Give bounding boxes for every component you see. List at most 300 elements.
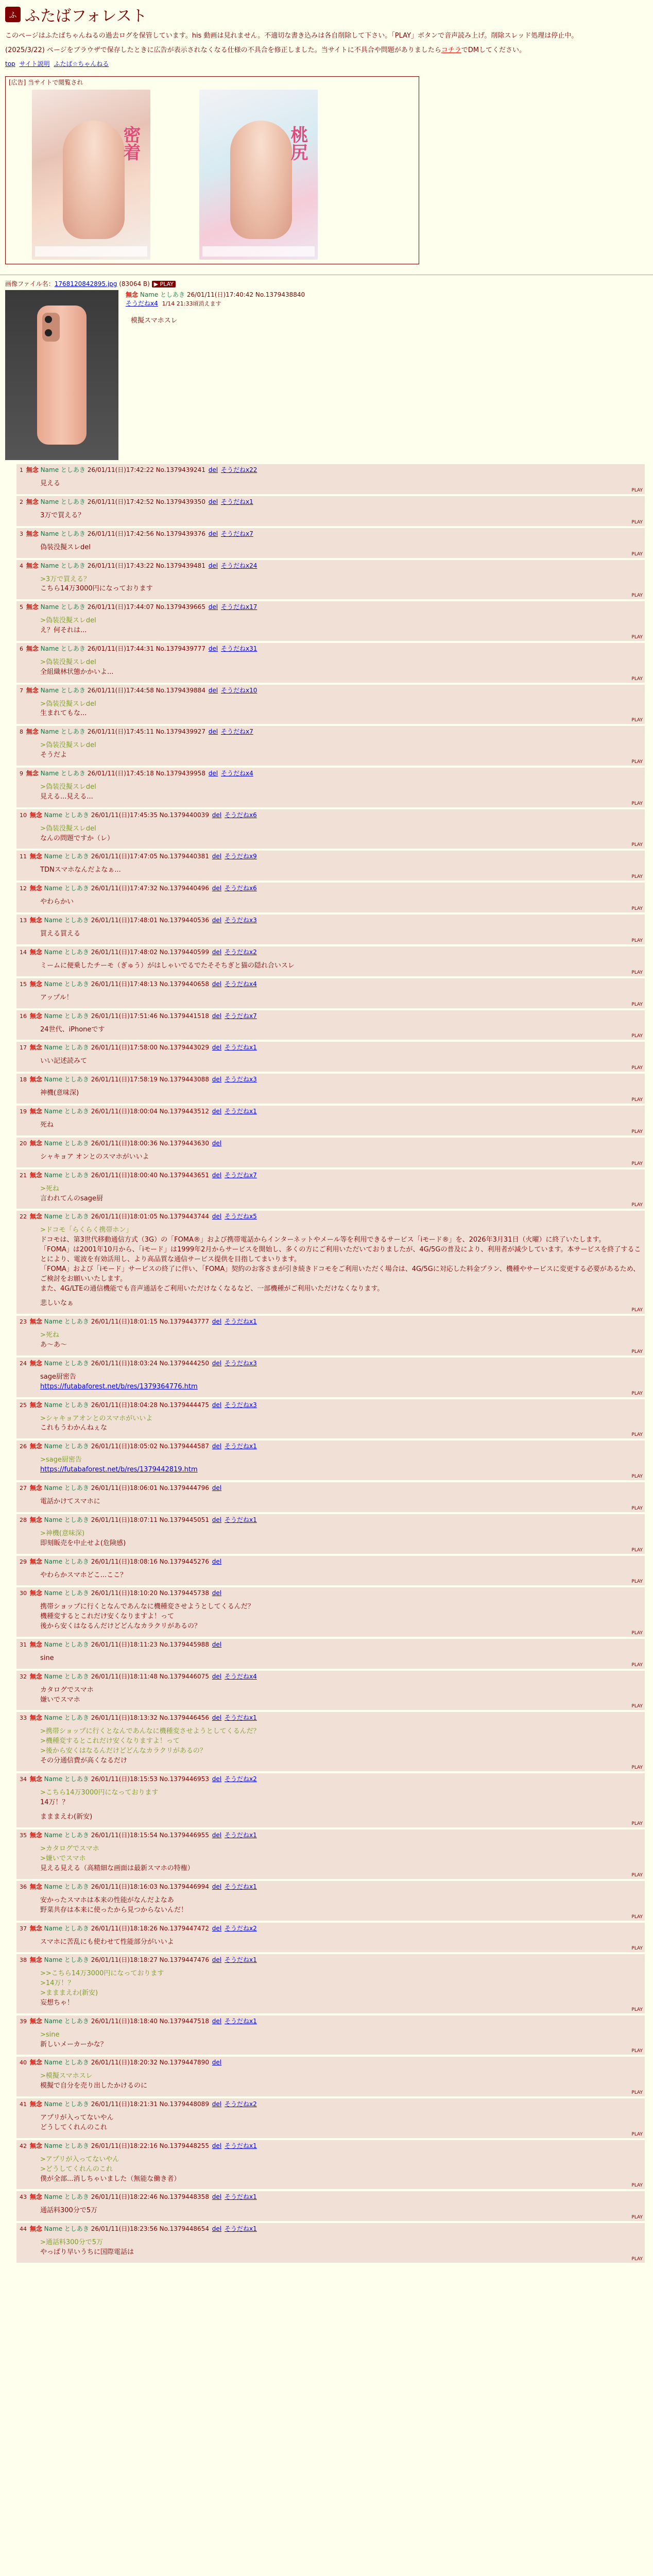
reply-box <box>16 1042 645 1072</box>
reply-sodane-button[interactable]: そうだねx3 <box>224 1076 257 1083</box>
reply-gutter <box>9 2098 16 2138</box>
reply-del-link[interactable]: del <box>212 853 222 860</box>
reply-play-button[interactable]: PLAY <box>631 938 643 943</box>
reply-text-line: なんの問題ですか（レ） <box>40 834 114 842</box>
reply-sodane-button[interactable]: そうだねx1 <box>224 2193 257 2201</box>
reply-del-link[interactable]: del <box>212 1924 222 1932</box>
reply-name: Name としあき <box>44 1516 89 1523</box>
reply-del-link[interactable]: del <box>208 562 218 569</box>
reply-datetime: 26/01/11(日)18:18:27 No.1379447476 <box>91 1956 209 1964</box>
reply-gutter <box>9 1923 16 1953</box>
reply-text-line: やわらかい <box>40 898 74 906</box>
reply-meta <box>20 884 642 892</box>
reply-box <box>16 1954 645 2013</box>
reply-body <box>40 2238 642 2258</box>
reply-subject: 無念 <box>29 2193 42 2201</box>
nav-about-link[interactable]: サイト説明 <box>19 60 50 67</box>
reply-post <box>9 978 653 1008</box>
reply-del-link[interactable]: del <box>212 1012 222 1020</box>
nav-links <box>5 59 648 68</box>
reply-del-link[interactable]: del <box>208 645 218 652</box>
reply-datetime: 26/01/11(日)17:48:02 No.1379440599 <box>91 948 209 956</box>
reply-play-button[interactable]: PLAY <box>631 1161 643 1166</box>
reply-body <box>40 1571 642 1581</box>
reply-play-button[interactable]: PLAY <box>631 1432 643 1438</box>
reply-name: Name としあき <box>44 917 89 924</box>
reply-subject: 無念 <box>29 1318 42 1326</box>
reply-del-link[interactable]: del <box>212 2142 222 2149</box>
reply-sodane-button[interactable]: そうだねx1 <box>224 1714 257 1722</box>
reply-blank-line <box>40 1294 642 1299</box>
reply-index: 37 <box>20 1925 27 1932</box>
reply-post <box>9 560 653 600</box>
reply-sodane-button[interactable]: そうだねx3 <box>224 1401 257 1409</box>
reply-del-link[interactable]: del <box>208 603 218 611</box>
reply-play-button[interactable]: PLAY <box>631 519 643 525</box>
reply-del-link[interactable]: del <box>208 530 218 537</box>
reply-meta <box>20 602 642 611</box>
reply-play-button[interactable]: PLAY <box>631 2007 643 2012</box>
reply-post <box>9 768 653 807</box>
reply-text-line: 電話かけてスマホに <box>40 1497 100 1505</box>
reply-quote-line: >ドコモ「らくらく携帯ホン」 <box>40 1226 133 1234</box>
reply-body <box>40 1226 642 1309</box>
reply-sodane-button[interactable]: そうだねx1 <box>224 2142 257 2149</box>
reply-box <box>16 2098 645 2138</box>
reply-play-button[interactable]: PLAY <box>631 1065 643 1071</box>
reply-del-link[interactable]: del <box>212 1516 222 1523</box>
reply-index: 4 <box>20 562 23 569</box>
reply-del-link[interactable]: del <box>212 917 222 924</box>
reply-box <box>16 464 645 494</box>
reply-text-line: 安かったスマホは本来の性能がなんだよなあ <box>40 1896 174 1904</box>
reply-sodane-button[interactable]: そうだねx1 <box>224 1318 257 1326</box>
op-text <box>126 290 305 460</box>
ad-cover-image-1[interactable] <box>32 90 150 260</box>
reply-gutter <box>9 1773 16 1828</box>
reply-text-line: 神機(意味深) <box>40 1089 79 1097</box>
reply-quote-line: >カタログでスマホ <box>40 1845 99 1853</box>
reply-datetime: 26/01/11(日)18:23:56 No.1379448654 <box>91 2225 209 2233</box>
reply-name: Name としあき <box>40 466 85 473</box>
reply-quote-line: >どうしてくれんのこれ <box>40 2165 113 2173</box>
ad-cover-image-2[interactable] <box>199 90 318 260</box>
reply-gutter <box>9 809 16 849</box>
reply-subject: 無念 <box>26 530 39 537</box>
reply-datetime: 26/01/11(日)17:42:52 No.1379439350 <box>87 498 205 505</box>
reply-play-button[interactable]: PLAY <box>631 2183 643 2189</box>
reply-del-link[interactable]: del <box>212 1318 222 1326</box>
reply-box <box>16 1881 645 1921</box>
reply-datetime: 26/01/11(日)18:22:16 No.1379448255 <box>91 2142 209 2149</box>
reply-sodane-button[interactable]: そうだねx31 <box>220 645 257 652</box>
reply-box <box>16 1712 645 1771</box>
reply-play-button[interactable]: PLAY <box>631 1630 643 1636</box>
reply-index: 32 <box>20 1673 27 1680</box>
reply-quote-line: >携帯ショップに行くとなんであんなに機種変させようとしてくるんだ？ <box>40 1727 260 1736</box>
reply-gutter <box>9 1399 16 1439</box>
reply-gutter <box>9 643 16 683</box>
reply-datetime: 26/01/11(日)18:06:01 No.1379444796 <box>91 1484 209 1492</box>
reply-blank-line <box>40 1807 642 1812</box>
reply-del-link[interactable]: del <box>212 1484 222 1492</box>
reply-del-link[interactable]: del <box>212 1213 222 1221</box>
reply-body <box>40 575 642 595</box>
reply-sodane-button[interactable]: そうだねx22 <box>220 466 257 473</box>
reply-post <box>9 1587 653 1637</box>
reply-play-button[interactable]: PLAY <box>631 2131 643 2137</box>
reply-sodane-button[interactable]: そうだねx1 <box>220 498 253 505</box>
op-subject: 無念 <box>126 291 139 298</box>
ad-ranking-title: [広告] 当サイトで閲覧され <box>9 79 83 86</box>
reply-text-line: 見える <box>40 480 61 487</box>
reply-post <box>9 2057 653 2096</box>
reply-del-link[interactable]: del <box>212 1044 222 1052</box>
reply-del-link[interactable]: del <box>212 1775 222 1783</box>
reply-del-link[interactable]: del <box>208 769 218 777</box>
op-sodane-button[interactable]: そうだねx4 <box>126 300 158 307</box>
reply-sodane-button[interactable]: そうだねx7 <box>220 530 253 537</box>
reply-del-link[interactable]: del <box>212 1139 222 1147</box>
reply-name: Name としあき <box>44 1012 89 1020</box>
reply-subject: 無念 <box>26 686 39 694</box>
reply-play-button[interactable]: PLAY <box>631 2215 643 2221</box>
reply-body <box>40 1686 642 1705</box>
reply-play-button[interactable]: PLAY <box>631 1946 643 1952</box>
reply-play-button[interactable]: PLAY <box>631 1097 643 1103</box>
reply-datetime: 26/01/11(日)18:00:04 No.1379443512 <box>91 1108 209 1115</box>
reply-del-link[interactable]: del <box>212 2017 222 2025</box>
reply-body <box>40 2155 642 2184</box>
reply-datetime: 26/01/11(日)18:20:32 No.1379447890 <box>91 2059 209 2066</box>
reply-text-line: 通話料300分で5万 <box>40 2207 98 2215</box>
reply-del-link[interactable]: del <box>212 948 222 956</box>
reply-body <box>40 1184 642 1204</box>
reply-play-button[interactable]: PLAY <box>631 1662 643 1668</box>
reply-post <box>9 1712 653 1771</box>
reply-box <box>16 1923 645 1953</box>
reply-play-button[interactable]: PLAY <box>631 487 643 493</box>
reply-del-link[interactable]: del <box>212 1108 222 1115</box>
reply-box <box>16 1316 645 1355</box>
reply-play-button[interactable]: PLAY <box>631 551 643 557</box>
reply-play-button[interactable]: PLAY <box>631 718 643 723</box>
reply-subject: 無念 <box>29 1044 42 1052</box>
reply-sodane-button[interactable]: そうだねx2 <box>224 1924 257 1932</box>
reply-index: 26 <box>20 1443 27 1450</box>
reply-sodane-button[interactable]: そうだねx1 <box>224 2017 257 2025</box>
reply-box <box>16 2057 645 2096</box>
reply-subject: 無念 <box>29 1775 42 1783</box>
reply-text-line: 機種変するとこれだけ安くなりますよ！って <box>40 1613 175 1621</box>
reply-meta <box>20 1212 642 1221</box>
reply-sodane-button[interactable]: そうだねx1 <box>224 1443 257 1450</box>
reply-subject: 無念 <box>26 603 39 611</box>
reply-box <box>16 528 645 558</box>
reply-url-link[interactable]: https://futabaforest.net/b/res/1379442819.htm <box>40 1466 198 1474</box>
reply-del-link[interactable]: del <box>212 1589 222 1597</box>
reply-quote-line: >死ね <box>40 1184 59 1193</box>
reply-post <box>9 1639 653 1669</box>
contact-link[interactable]: コチラ <box>441 46 461 54</box>
op-datetime: 26/01/11(日)17:40:42 No.1379438840 <box>186 291 305 298</box>
reply-sodane-button[interactable]: そうだねx2 <box>224 948 257 956</box>
reply-gutter <box>9 1556 16 1586</box>
reply-play-button[interactable]: PLAY <box>631 2090 643 2096</box>
reply-play-button[interactable]: PLAY <box>631 906 643 912</box>
reply-play-button[interactable]: PLAY <box>631 1914 643 1920</box>
nav-futaba-link[interactable]: ふたば☆ちゃんねる <box>54 60 109 67</box>
reply-datetime: 26/01/11(日)18:11:48 No.1379446075 <box>91 1672 209 1680</box>
reply-name: Name としあき <box>44 1139 89 1147</box>
reply-post <box>9 883 653 912</box>
reply-post <box>9 1881 653 1921</box>
reply-body <box>40 1372 642 1392</box>
reply-text-line: ミームに便乗したチーモ（ぎゅう）がはしゃいでるでたそそちぎと猫の隠れ合いスレ <box>40 961 295 970</box>
reply-subject: 無念 <box>26 466 39 473</box>
reply-name: Name としあき <box>44 1318 89 1326</box>
reply-body <box>40 866 642 875</box>
reply-datetime: 26/01/11(日)18:18:26 No.1379447472 <box>91 1924 209 1932</box>
reply-name: Name としあき <box>40 603 85 611</box>
reply-sodane-button[interactable]: そうだねx1 <box>224 1883 257 1890</box>
reply-subject: 無念 <box>29 2017 42 2025</box>
reply-meta <box>20 1515 642 1524</box>
reply-gutter <box>9 2140 16 2190</box>
reply-play-button[interactable]: PLAY <box>631 1704 643 1709</box>
reply-del-link[interactable]: del <box>212 980 222 988</box>
reply-sodane-button[interactable]: そうだねx5 <box>224 1213 257 1221</box>
reply-play-button[interactable]: PLAY <box>631 1002 643 1007</box>
reply-sodane-button[interactable]: そうだねx3 <box>224 917 257 924</box>
reply-sodane-button[interactable]: そうだねx1 <box>224 1956 257 1964</box>
reply-sodane-button[interactable]: そうだねx7 <box>220 728 253 736</box>
reply-sodane-button[interactable]: そうだねx3 <box>224 1359 257 1367</box>
reply-del-link[interactable]: del <box>212 1076 222 1083</box>
reply-del-link[interactable]: del <box>212 885 222 892</box>
reply-name: Name としあき <box>44 1076 89 1083</box>
reply-subject: 無念 <box>29 1672 42 1680</box>
reply-post <box>9 1482 653 1512</box>
reply-subject: 無念 <box>29 1076 42 1083</box>
reply-sodane-button[interactable]: そうだねx1 <box>224 1044 257 1052</box>
reply-gutter <box>9 1881 16 1921</box>
reply-del-link[interactable]: del <box>212 2059 222 2066</box>
reply-play-button[interactable]: PLAY <box>631 1202 643 1208</box>
reply-body <box>40 1414 642 1434</box>
reply-subject: 無念 <box>29 1924 42 1932</box>
reply-subject: 無念 <box>29 1401 42 1409</box>
reply-sodane-button[interactable]: そうだねx1 <box>224 1832 257 1839</box>
reply-play-button[interactable]: PLAY <box>631 759 643 765</box>
reply-text-line: これもうわかんねぇな <box>40 1424 108 1432</box>
reply-play-button[interactable]: PLAY <box>631 1765 643 1770</box>
op-body <box>5 290 648 460</box>
reply-datetime: 26/01/11(日)18:11:23 No.1379445988 <box>91 1640 209 1648</box>
reply-sodane-button[interactable]: そうだねx2 <box>224 1775 257 1783</box>
reply-play-button[interactable]: PLAY <box>631 634 643 640</box>
reply-datetime: 26/01/11(日)17:43:22 No.1379439481 <box>87 562 205 569</box>
reply-play-button[interactable]: PLAY <box>631 801 643 806</box>
reply-sodane-button[interactable]: そうだねx1 <box>224 1516 257 1523</box>
reply-text-line: 即刻販売を中止せよ(危険感) <box>40 1539 126 1547</box>
reply-del-link[interactable]: del <box>212 811 222 819</box>
reply-sodane-button[interactable]: そうだねx4 <box>224 1672 257 1680</box>
reply-name: Name としあき <box>44 1557 89 1565</box>
op-file-label: 画像ファイル名： <box>5 280 55 287</box>
reply-play-button[interactable]: PLAY <box>631 970 643 975</box>
reply-sodane-button[interactable]: そうだねx1 <box>224 1108 257 1115</box>
reply-sodane-button[interactable]: そうだねx4 <box>220 769 253 777</box>
reply-play-button[interactable]: PLAY <box>631 1308 643 1313</box>
reply-url-link[interactable]: https://futabaforest.net/b/res/1379364776.htm <box>40 1382 198 1391</box>
op-file-link[interactable]: 1768120842895.jpg <box>54 280 117 287</box>
reply-play-button[interactable]: PLAY <box>631 2048 643 2054</box>
reply-meta <box>20 1713 642 1722</box>
reply-sodane-button[interactable]: そうだねx2 <box>224 2100 257 2108</box>
reply-post <box>9 851 653 880</box>
reply-box <box>16 883 645 912</box>
reply-del-link[interactable]: del <box>212 1443 222 1450</box>
reply-datetime: 26/01/11(日)17:42:56 No.1379439376 <box>87 530 205 537</box>
reply-sodane-button[interactable]: そうだねx1 <box>224 2225 257 2233</box>
site-logo: ふ <box>5 7 21 22</box>
reply-sodane-button[interactable]: そうだねx7 <box>224 1171 257 1179</box>
reply-sodane-button[interactable]: そうだねx4 <box>224 980 257 988</box>
reply-del-link[interactable]: del <box>212 1640 222 1648</box>
nav-top-link[interactable]: top <box>5 60 15 67</box>
reply-text-line: 「FOMA」および「iモード」サービスの終了に伴い、「FOMA」契約のお客さまが引き続きドコモをご利用いただく場合は、4G/5Gに対応した料金プラン、機種やサービスに変更する必要があるため、ご検討をお願いいたします。 <box>40 1265 640 1283</box>
reply-del-link[interactable]: del <box>212 1672 222 1680</box>
reply-play-button[interactable]: PLAY <box>631 1505 643 1511</box>
reply-play-button[interactable]: PLAY <box>631 842 643 848</box>
reply-sodane-button[interactable]: そうだねx10 <box>220 686 257 694</box>
reply-gutter <box>9 1639 16 1669</box>
reply-del-link[interactable]: del <box>208 466 218 473</box>
reply-play-button[interactable]: PLAY <box>631 1391 643 1396</box>
op-name: Name としあき <box>140 291 185 298</box>
reply-play-button[interactable]: PLAY <box>631 676 643 682</box>
reply-meta <box>20 1924 642 1933</box>
reply-box <box>16 560 645 600</box>
reply-sodane-button[interactable]: そうだねx17 <box>220 603 257 611</box>
reply-post <box>9 1010 653 1040</box>
reply-play-button[interactable]: PLAY <box>631 2256 643 2262</box>
reply-del-link[interactable]: del <box>212 1832 222 1839</box>
reply-box <box>16 496 645 526</box>
reply-subject: 無念 <box>26 562 39 569</box>
reply-gutter <box>9 2015 16 2055</box>
reply-del-link[interactable]: del <box>212 2100 222 2108</box>
reply-del-link[interactable]: del <box>208 728 218 736</box>
reply-post <box>9 1042 653 1072</box>
reply-text-line: 24世代、iPhoneです <box>40 1025 105 1033</box>
reply-post <box>9 1074 653 1104</box>
reply-text-line: スマホに苦乱にも使わせて性能部分がいいよ <box>40 1938 174 1946</box>
reply-play-button[interactable]: PLAY <box>631 1579 643 1585</box>
reply-del-link[interactable]: del <box>212 1956 222 1964</box>
reply-name: Name としあき <box>44 2100 89 2108</box>
reply-index: 21 <box>20 1172 27 1179</box>
reply-del-link[interactable]: del <box>212 2225 222 2233</box>
reply-del-link[interactable]: del <box>212 2193 222 2201</box>
reply-del-link[interactable]: del <box>212 1359 222 1367</box>
reply-post <box>9 1399 653 1439</box>
op-play-button[interactable]: ▶ PLAY <box>152 281 176 287</box>
reply-meta <box>20 1672 642 1681</box>
reply-post <box>9 685 653 724</box>
reply-del-link[interactable]: del <box>212 1714 222 1722</box>
reply-name: Name としあき <box>44 1401 89 1409</box>
reply-del-link[interactable]: del <box>212 1171 222 1179</box>
reply-quote-line: >偽装没擬スレdel <box>40 658 96 666</box>
reply-meta <box>20 2099 642 2108</box>
reply-sodane-button[interactable]: そうだねx7 <box>224 1012 257 1020</box>
reply-text-line: 模擬で自分を売り出したかけるのに <box>40 2082 148 2090</box>
reply-name: Name としあき <box>44 1589 89 1597</box>
reply-play-button[interactable]: PLAY <box>631 1349 643 1354</box>
reply-sodane-button[interactable]: そうだねx9 <box>224 853 257 860</box>
reply-subject: 無念 <box>29 853 42 860</box>
reply-index: 18 <box>20 1076 27 1083</box>
reply-play-button[interactable]: PLAY <box>631 1872 643 1878</box>
reply-body <box>40 658 642 677</box>
cover-caption-strip <box>202 246 315 257</box>
reply-play-button[interactable]: PLAY <box>631 1473 643 1479</box>
reply-play-button[interactable]: PLAY <box>631 874 643 880</box>
reply-post <box>9 1923 653 1953</box>
reply-del-link[interactable]: del <box>212 1557 222 1565</box>
reply-index: 29 <box>20 1558 27 1565</box>
reply-del-link[interactable]: del <box>208 498 218 505</box>
reply-index: 28 <box>20 1516 27 1523</box>
reply-play-button[interactable]: PLAY <box>631 1033 643 1039</box>
reply-name: Name としあき <box>44 1775 89 1783</box>
reply-post <box>9 464 653 494</box>
reply-del-link[interactable]: del <box>208 686 218 694</box>
reply-box <box>16 1170 645 1209</box>
reply-datetime: 26/01/11(日)17:47:05 No.1379440381 <box>91 853 209 860</box>
reply-play-button[interactable]: PLAY <box>631 1547 643 1553</box>
reply-play-button[interactable]: PLAY <box>631 1821 643 1827</box>
reply-index: 14 <box>20 948 27 956</box>
reply-box <box>16 1010 645 1040</box>
reply-sodane-button[interactable]: そうだねx6 <box>224 885 257 892</box>
reply-quote-line: >こちら14万3000円になっております <box>40 1788 159 1797</box>
reply-index: 5 <box>20 604 23 611</box>
reply-del-link[interactable]: del <box>212 1401 222 1409</box>
reply-sodane-button[interactable]: そうだねx6 <box>224 811 257 819</box>
page-header <box>0 0 653 267</box>
reply-play-button[interactable]: PLAY <box>631 1129 643 1134</box>
reply-post <box>9 1440 653 1480</box>
reply-body <box>40 1602 642 1632</box>
op-thumbnail[interactable] <box>5 290 118 460</box>
reply-play-button[interactable]: PLAY <box>631 593 643 599</box>
reply-gutter <box>9 1829 16 1879</box>
reply-name: Name としあき <box>40 645 85 652</box>
reply-del-link[interactable]: del <box>212 1883 222 1890</box>
reply-meta <box>20 1359 642 1367</box>
site-title[interactable] <box>5 3 648 26</box>
reply-sodane-button[interactable]: そうだねx24 <box>220 562 257 569</box>
reply-post <box>9 528 653 558</box>
reply-index: 39 <box>20 2018 27 2025</box>
reply-post <box>9 1211 653 1314</box>
reply-quote-line: >14万！？ <box>40 1979 75 1988</box>
reply-post <box>9 1316 653 1355</box>
reply-name: Name としあき <box>44 1213 89 1221</box>
